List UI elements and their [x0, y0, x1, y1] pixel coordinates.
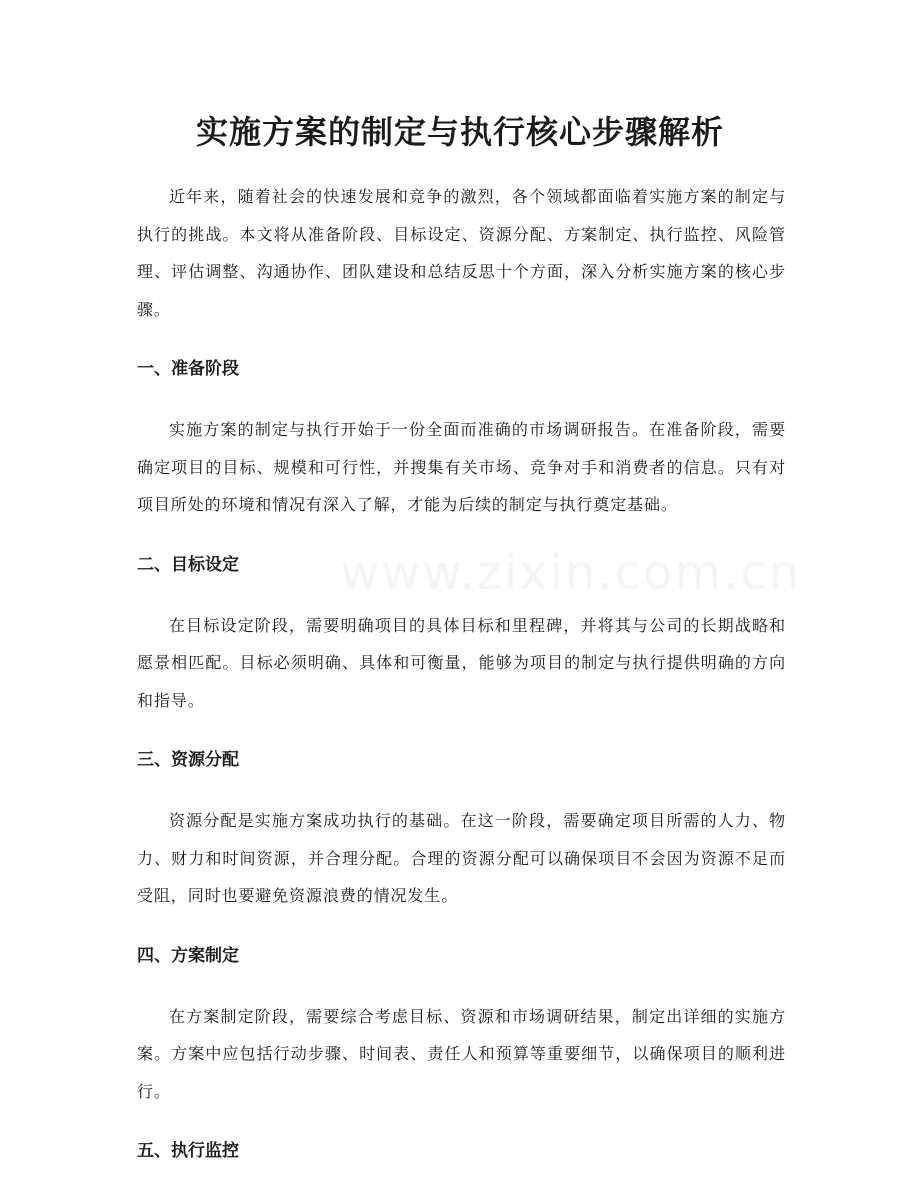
document-title: 实施方案的制定与执行核心步骤解析: [195, 113, 724, 151]
section-heading-goal-setting: 二、目标设定: [137, 554, 239, 575]
document-content: [137, 178, 786, 1193]
section-heading-resource-allocation: 三、资源分配: [137, 750, 239, 770]
section-heading-preparation: 一、准备阶段: [137, 359, 239, 379]
watermark: www.zixin.com.cn: [340, 545, 802, 601]
section-body-preparation: 实施方案的制定与执行开始于一份全面而准确的市场调研报告。在准备阶段，需要确定项目的目标、规模和可行性，并搜集有关市场、竞争对手和消费者的信息。只有对项目所处的环境和情况有深入了解，才能为后续的制定与执行奠定基础。: [137, 420, 786, 514]
section-body-resource-allocation: 资源分配是实施方案成功执行的基础。在这一阶段，需要确定项目所需的人力、物力、财力和时间资源，并合理分配。合理的资源分配可以确保项目不会因为资源不足而受阻，同时也要避免资源浪费的情况发生。: [137, 811, 786, 905]
section-heading-execution-monitoring: 五、执行监控: [137, 1141, 239, 1161]
section-heading-plan-formulation: 四、方案制定: [137, 945, 239, 966]
section-body-plan-formulation: 在方案制定阶段，需要综合考虑目标、资源和市场调研结果，制定出详细的实施方案。方案中应包括行动步骤、时间表、责任人和预算等重要细节，以确保项目的顺利进行。: [137, 1006, 786, 1101]
section-body-goal-setting: 在目标设定阶段，需要明确项目的具体目标和里程碑，并将其与公司的长期战略和愿景相匹配。目标必须明确、具体和可衡量，能够为项目的制定与执行提供明确的方向和指导。: [137, 615, 786, 710]
intro-paragraph: 近年来，随着社会的快速发展和竞争的激烈，各个领域都面临着实施方案的制定与执行的挑战。本文将从准备阶段、目标设定、资源分配、方案制定、执行监控、风险管理、评估调整、沟通协作、团队建设和总结反思十个方面，深入分析实施方案的核心步骤。: [137, 187, 786, 319]
